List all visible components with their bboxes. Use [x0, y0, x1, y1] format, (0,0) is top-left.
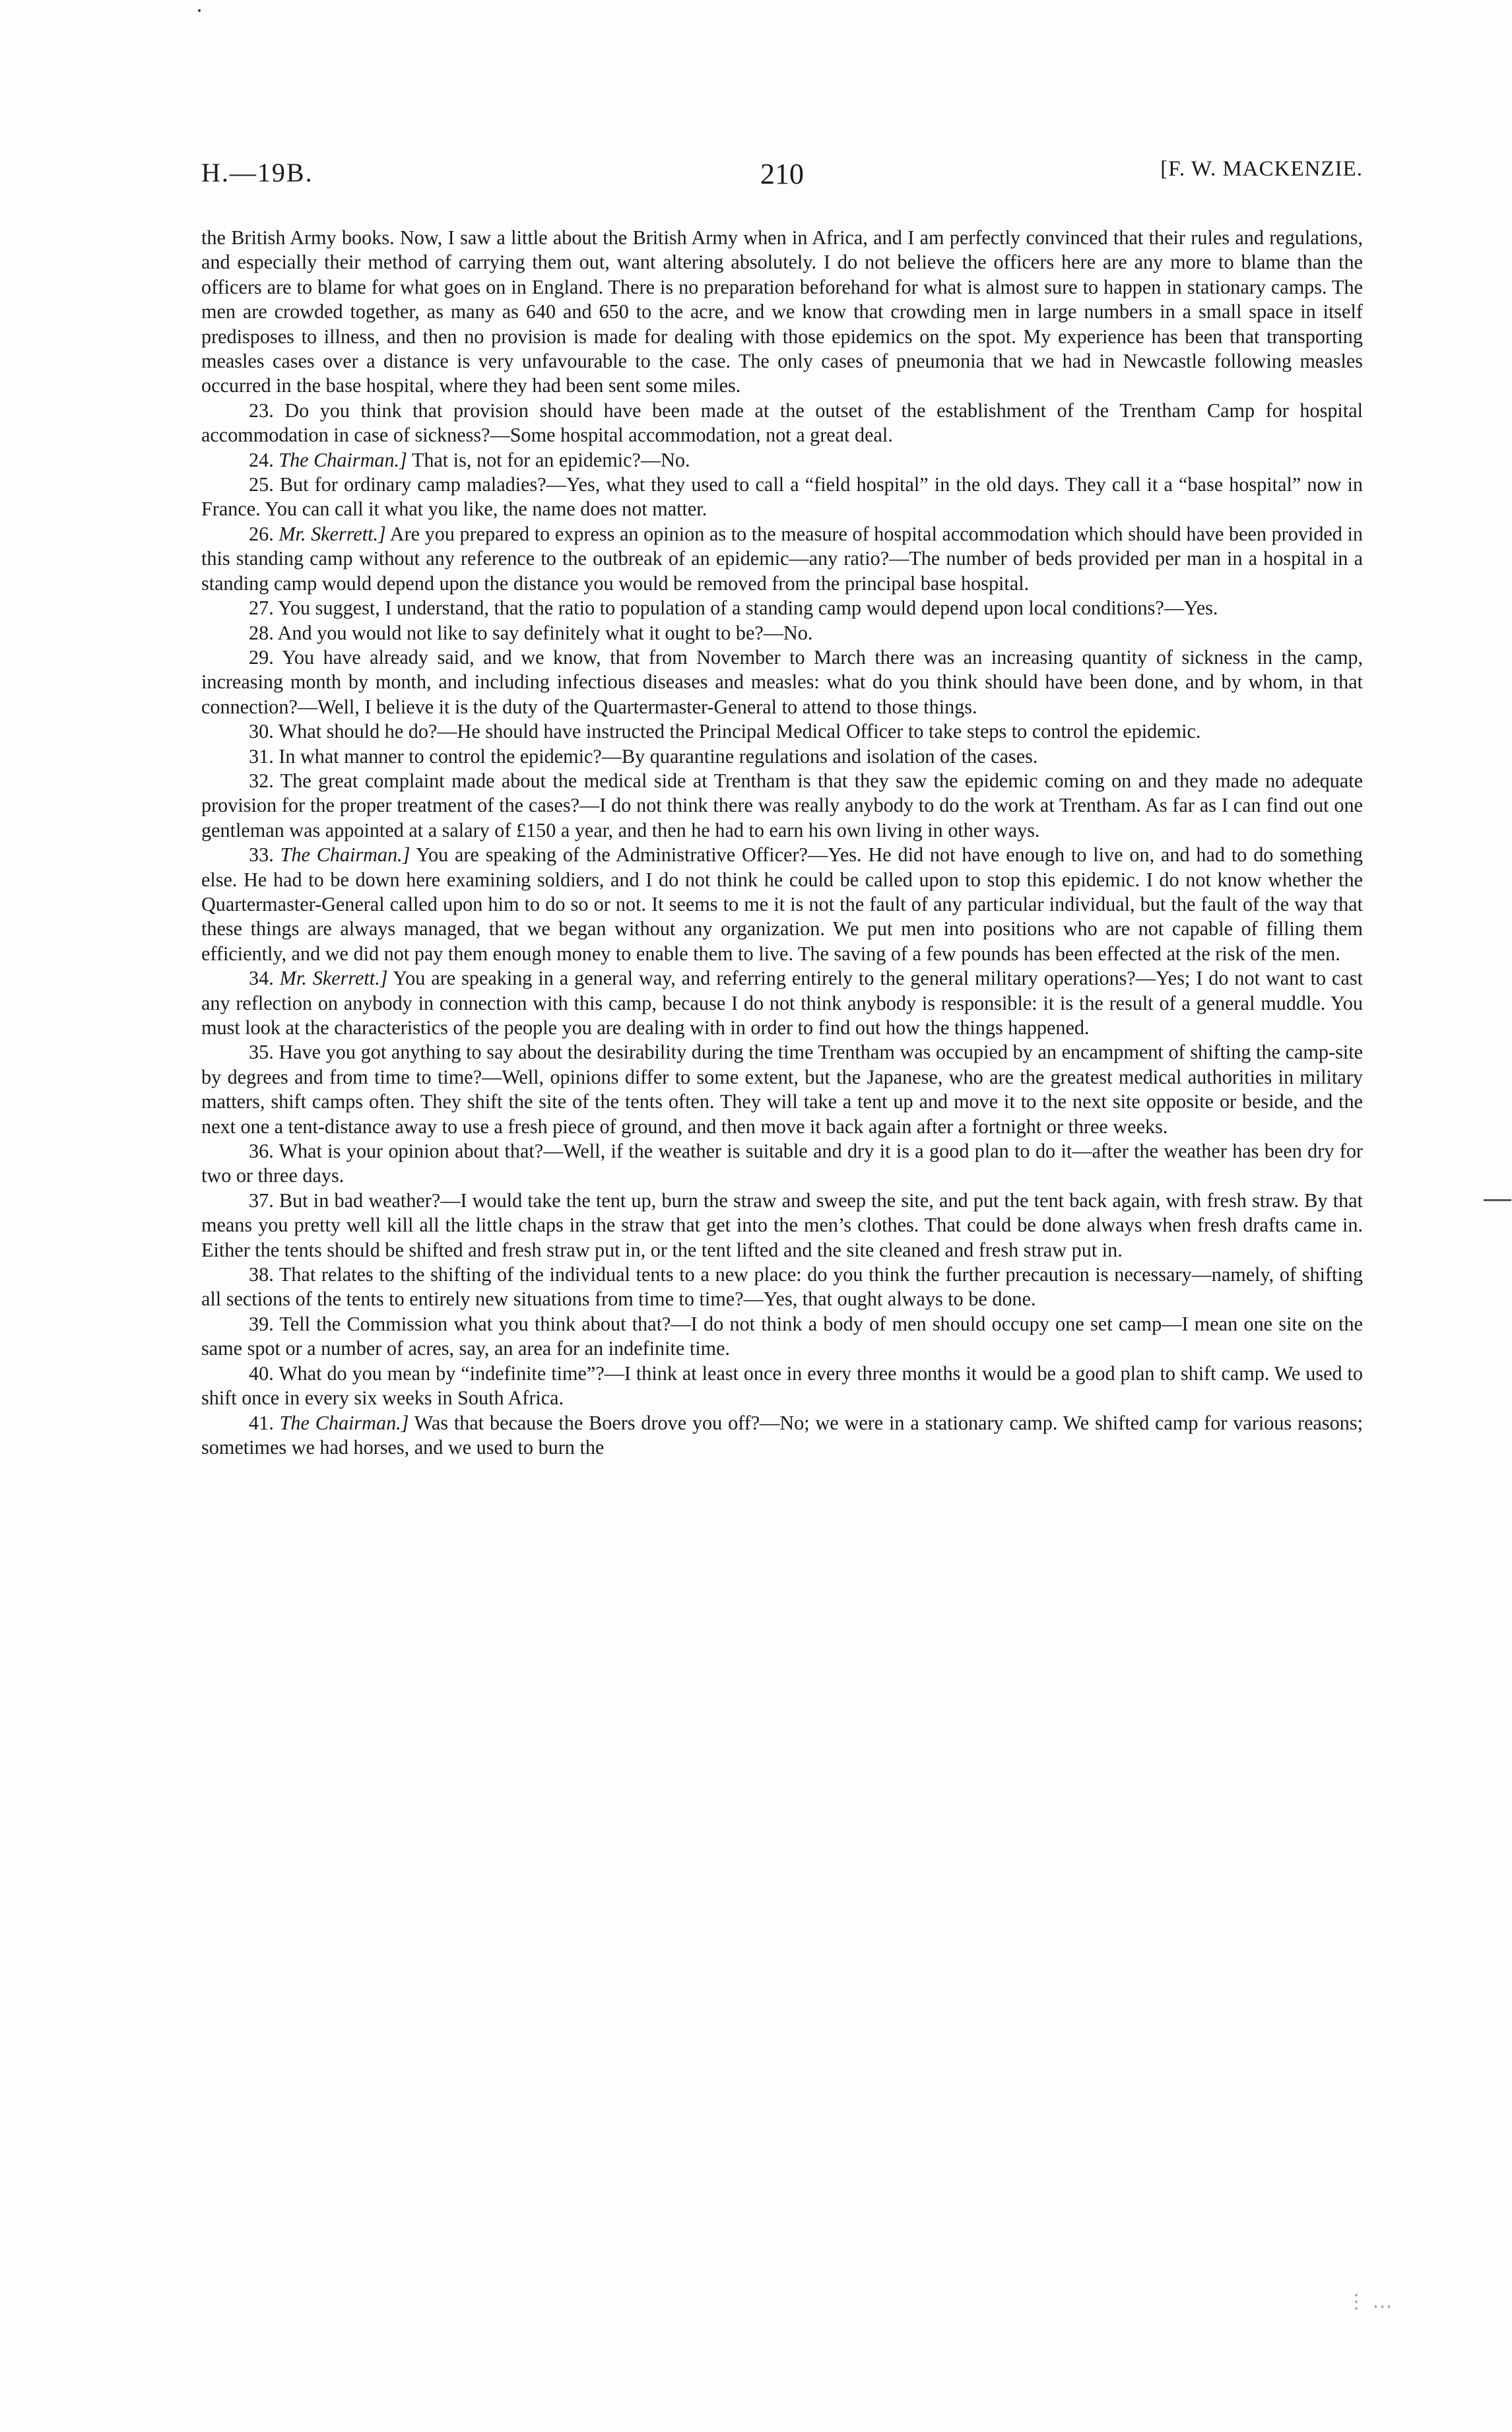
- question-paragraph: [201, 719, 1363, 744]
- question-paragraph: [201, 1189, 1363, 1263]
- paragraph: [201, 226, 1363, 399]
- header-reference: H.—19B.: [201, 158, 313, 187]
- question-paragraph: [201, 1139, 1363, 1189]
- paragraph-text: But for ordinary camp maladies?—Yes, what they used to call a “field hospital” in the old days. They call it a “base hospital” now in France. You can call it what you like, the name does not matter.: [201, 473, 1363, 521]
- question-number: 25.: [249, 473, 274, 496]
- question-number: 24.: [249, 448, 274, 471]
- question-number: 34.: [249, 967, 274, 990]
- paragraph-text: That is, not for an epidemic?—No.: [411, 448, 690, 471]
- paragraph-text: You suggest, I understand, that the ratio to population of a standing camp would depend upon local conditions?—Yes.: [278, 597, 1218, 620]
- question-number: 26.: [249, 522, 274, 545]
- paragraph-text: In what manner to control the epidemic?—By quarantine regulations and isolation of the cases.: [279, 744, 1038, 768]
- question-paragraph: [201, 473, 1363, 522]
- question-number: 39.: [249, 1312, 274, 1335]
- paragraph-text: But in bad weather?—I would take the tent up, burn the straw and sweep the site, and put the tent back again, with fresh straw. By that means you pretty well kill all the little chaps in the straw that get into the men’s clothes. That could be done always when fresh drafts came in. Either the tents should be shifted and fresh straw put in, or the tent lifted and the site cleaned and fresh straw put in.: [201, 1189, 1363, 1261]
- question-paragraph: [201, 448, 1363, 473]
- margin-mark: [1484, 1199, 1511, 1201]
- question-number: 41.: [249, 1411, 274, 1434]
- paragraph-text: You have already said, and we know, that from November to March there was an increasing quantity of sickness in the camp, increasing month by month, and including infectious diseases and measles: what do you think should have been done, and by whom, in that connection?—Well, I believe it is the duty of the Quartermaster-General to attend to those things.: [201, 645, 1363, 718]
- question-paragraph: [201, 645, 1363, 719]
- paragraph-text: What do you mean by “indefinite time”?—I think at least once in every three months it would be a good plan to shift camp. We used to shift once in every six weeks in South Africa.: [201, 1362, 1363, 1410]
- question-paragraph: [201, 1312, 1363, 1362]
- question-number: 28.: [249, 621, 274, 644]
- speaker-label: The Chairman.]: [280, 843, 411, 867]
- question-paragraph: [201, 769, 1363, 843]
- paragraph-text: the British Army books. Now, I saw a little about the British Army when in Africa, and I am perfectly convinced that their rules and regulations, and especially their method of carrying them out, want altering absolutely. I do not believe the officers here are any more to blame than the officers are to blame for what goes on in England. There is no preparation beforehand for what is almost sure to happen in stationary camps. The men are crowded together, as many as 640 and 650 to the acre, and we know that crowding men in large numbers in a small space in itself predisposes to illness, and then no provision is made for dealing with those epidemics on the spot. My experience has been that transporting measles cases over a distance is very unfavourable to the case. The only cases of pneumonia that we had in Newcastle following measles occurred in the base hospital, where they had been sent some miles.: [201, 226, 1363, 397]
- paragraph-text: And you would not like to say definitely what it ought to be?—No.: [277, 621, 813, 644]
- question-paragraph: [201, 1263, 1363, 1312]
- speaker-label: Mr. Skerrett.]: [279, 522, 386, 545]
- document-page: [201, 0, 1363, 2432]
- question-number: 29.: [249, 645, 274, 669]
- question-paragraph: [201, 1411, 1363, 1461]
- page-header: [201, 157, 1363, 197]
- speaker-label: The Chairman.]: [279, 448, 407, 471]
- question-paragraph: [201, 1362, 1363, 1411]
- header-witness: [F. W. MACKENZIE.: [1160, 157, 1363, 181]
- paragraph-text: Have you got anything to say about the desirability during the time Trentham was occupied by an encampment of shifting the camp-site by degrees and from time to time?—Well, opinions differ to some extent, but the Japanese, who are the greatest medical authorities in military matters, shift camps often. They shift the site of the tents often. They will take a tent up and move it to the next site opposite or beside, and the next one a tent-distance away to use a fresh piece of ground, and then move it back again after a fortnight or three weeks.: [201, 1041, 1363, 1138]
- question-number: 27.: [249, 597, 274, 620]
- scan-smudge: ⋮ …: [1346, 2290, 1393, 2313]
- question-paragraph: [201, 522, 1363, 596]
- speaker-label: Mr. Skerrett.]: [279, 967, 388, 990]
- question-paragraph: [201, 744, 1363, 769]
- question-paragraph: [201, 1040, 1363, 1139]
- question-number: 30.: [249, 720, 274, 743]
- paragraph-text: That relates to the shifting of the individual tents to a new place: do you think the further precaution is necessary—namely, of shifting all sections of the tents to entirely new situations from time to time?—Yes, that ought always to be done.: [201, 1263, 1363, 1311]
- paragraph-text: Tell the Commission what you think about that?—I do not think a body of men should occupy one set camp—I mean one site on the same spot or a number of acres, say, an area for an indefinite time.: [201, 1312, 1363, 1360]
- question-paragraph: [201, 596, 1363, 620]
- speaker-label: The Chairman.]: [279, 1411, 409, 1434]
- paragraph-text: What is your opinion about that?—Well, if the weather is suitable and dry it is a good plan to do it—after the weather has been dry for two or three days.: [201, 1140, 1363, 1187]
- paragraph-text: You are speaking of the Administrative Officer?—Yes. He did not have enough to live on, and had to do something else. He had to be down here examining soldiers, and I do not think he could be called upon to stop this epidemic. I do not know whether the Quartermaster-General called upon him to do so or not. It seems to me it is not the fault of any particular individual, but the fault of the way that these things are always managed, that we began without any organization. We put men into positions who are not capable of filling them efficiently, and we did not pay them enough money to enable them to live. The saving of a few pounds has been effected at the risk of the men.: [201, 843, 1364, 965]
- paragraph-text: The great complaint made about the medical side at Trentham is that they saw the epidemic coming on and they made no adequate provision for the proper treatment of the cases?—I do not think there was really anybody to do the work at Trentham. As far as I can find out one gentleman was appointed at a salary of £150 a year, and then he had to earn his own living in other ways.: [201, 769, 1363, 841]
- page-number: 210: [760, 158, 804, 190]
- question-number: 36.: [249, 1140, 274, 1163]
- question-number: 31.: [249, 744, 274, 768]
- paragraph-text: Are you prepared to express an opinion as to the measure of hospital accommodation which should have been provided in this standing camp without any reference to the outbreak of an epidemic—any ratio?—The number of beds provided per man in a hospital in a standing camp would depend upon the distance you would be removed from the principal base hospital.: [201, 522, 1363, 595]
- question-paragraph: [201, 621, 1363, 645]
- question-paragraph: [201, 843, 1363, 966]
- question-number: 23.: [249, 399, 274, 422]
- paragraph-text: Was that because the Boers drove you off?—No; we were in a stationary camp. We shifted camp for various reasons; sometimes we had horses, and we used to burn the: [201, 1411, 1363, 1459]
- question-number: 38.: [249, 1263, 274, 1286]
- question-paragraph: [201, 399, 1363, 448]
- paragraph-text: You are speaking in a general way, and referring entirely to the general military operations?—Yes; I do not want to cast any reflection on anybody in connection with this camp, because I do not think anybody is responsible: it is the result of a general muddle. You must look at the characteristics of the people you are dealing with in order to find out how the things happened.: [201, 967, 1363, 1039]
- question-number: 35.: [249, 1041, 274, 1064]
- margin-speck: [198, 9, 201, 12]
- question-number: 37.: [249, 1189, 274, 1212]
- question-paragraph: [201, 966, 1363, 1040]
- paragraph-text: Do you think that provision should have been made at the outset of the establishment of the Trentham Camp for hospital accommodation in case of sickness?—Some hospital accommodation, not a great deal.: [201, 399, 1363, 447]
- paragraph-text: What should he do?—He should have instructed the Principal Medical Officer to take steps to control the epidemic.: [278, 720, 1201, 743]
- document-body: [201, 226, 1363, 1460]
- question-number: 40.: [249, 1362, 274, 1385]
- question-number: 33.: [249, 843, 274, 867]
- question-number: 32.: [249, 769, 274, 792]
